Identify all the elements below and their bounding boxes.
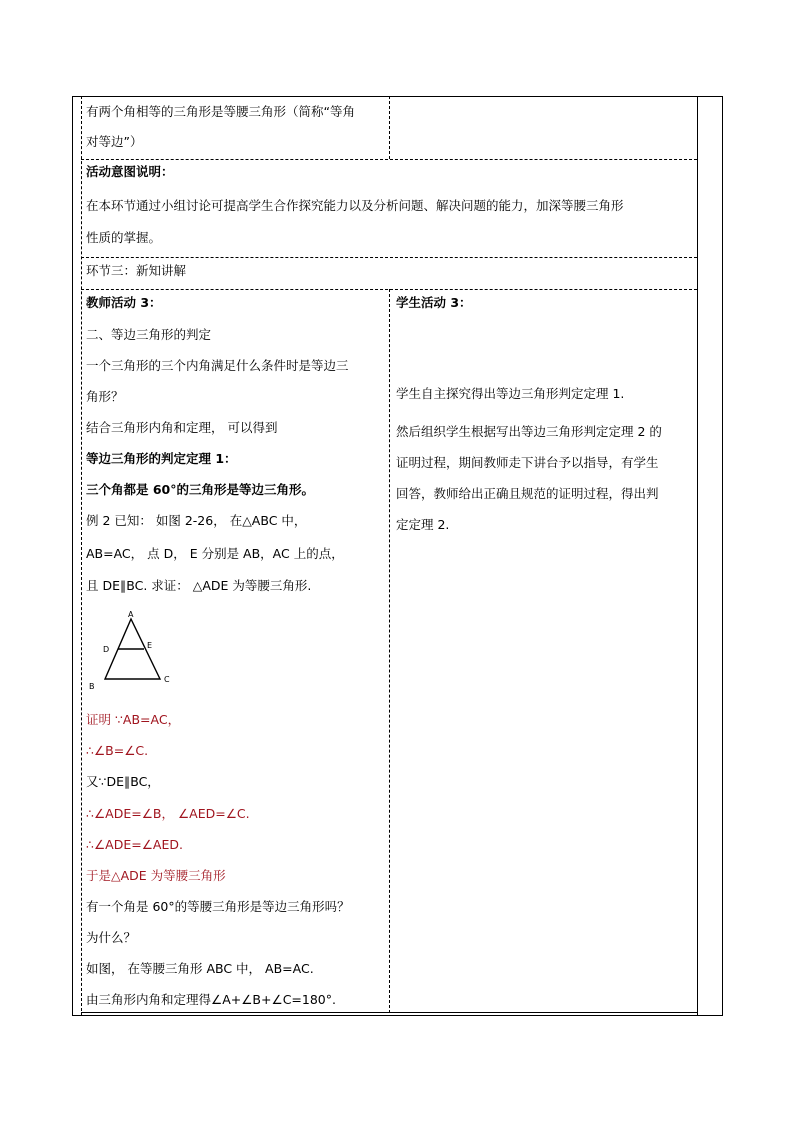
label-d: D xyxy=(103,645,110,654)
proof-line4: ∴∠ADE=∠B， ∠AED=∠C. xyxy=(86,806,250,821)
question2-line2: 为什么？ xyxy=(86,930,137,945)
figure-description: 如图， 在等腰三角形 ABC 中， AB=AC. xyxy=(86,961,314,976)
column-divider-row1 xyxy=(389,96,390,159)
label-a: A xyxy=(128,610,134,619)
triangle-figure xyxy=(84,605,184,697)
proof-line3 xyxy=(86,774,160,790)
section-title: 环节三：新知讲解 xyxy=(86,263,187,278)
intent-line2: 性质的掌握。 xyxy=(86,230,162,245)
question1-line2: 角形？ xyxy=(86,389,124,404)
student-p1: 学生自主探究得出等边三角形判定定理 1. xyxy=(396,386,625,401)
question2-line1: 有一个角是 60°的等腰三角形是等边三角形吗？ xyxy=(86,899,350,914)
theorem-title: 等边三角形的判定定理 1： xyxy=(86,451,237,466)
student-activity-title: 学生活动 3： xyxy=(396,295,472,310)
theorem-body: 三个角都是 60°的三角形是等边三角形。 xyxy=(86,482,314,497)
proof-line6: 于是△ADE 为等腰三角形 xyxy=(86,868,226,883)
row-divider-3 xyxy=(81,289,697,290)
proof-line1: 证明 ∵AB=AC， xyxy=(86,712,181,727)
combine-text: 结合三角形内角和定理， 可以得到 xyxy=(86,420,278,435)
intent-line1: 在本环节通过小组讨论可提高学生合作探究能力以及分析问题、解决问题的能力，加深等腰三角形 xyxy=(86,198,624,213)
label-b: B xyxy=(89,682,95,691)
proof-line2: ∴∠B=∠C. xyxy=(86,743,149,758)
angle-sum-line: 由三角形内角和定理得∠A+∠B+∠C=180°. xyxy=(86,992,336,1007)
column-divider-activity xyxy=(389,289,390,1013)
teacher-activity-title: 教师活动 3： xyxy=(86,295,162,310)
row1-text-line2: 对等边”） xyxy=(86,134,143,149)
proof-line3-text: 又∵DE∥BC， xyxy=(86,774,160,789)
student-p2-line4: 定定理 2. xyxy=(396,517,450,532)
table-inner-left-border xyxy=(81,96,82,1016)
row-divider-2 xyxy=(81,257,697,258)
teacher-heading: 二、等边三角形的判定 xyxy=(86,327,212,342)
student-p2-line2: 证明过程，期间教师走下讲台予以指导，有学生 xyxy=(396,455,659,470)
label-e: E xyxy=(147,641,153,650)
row1-text-line1: 有两个角相等的三角形是等腰三角形（简称“等角 xyxy=(86,104,355,119)
example-line2: AB=AC， 点 D， E 分别是 AB，AC 上的点， xyxy=(86,546,344,561)
example-line3: 且 DE∥BC. 求证： △ADE 为等腰三角形. xyxy=(86,578,312,593)
example-line1: 例 2 已知： 如图 2-26， 在△ABC 中， xyxy=(86,513,307,528)
question1-line1: 一个三角形的三个内角满足什么条件时是等边三 xyxy=(86,358,349,373)
table-inner-right-border xyxy=(697,96,698,1016)
label-c: C xyxy=(164,675,170,684)
student-p2-line3: 回答，教师给出正确且规范的证明过程，得出判 xyxy=(396,486,659,501)
row-divider-1 xyxy=(81,159,697,160)
table-bottom-inner xyxy=(81,1012,697,1013)
student-p2-line1: 然后组织学生根据写出等边三角形判定定理 2 的 xyxy=(396,424,662,439)
intent-title: 活动意图说明： xyxy=(86,164,174,179)
proof-line5: ∴∠ADE=∠AED. xyxy=(86,837,183,852)
